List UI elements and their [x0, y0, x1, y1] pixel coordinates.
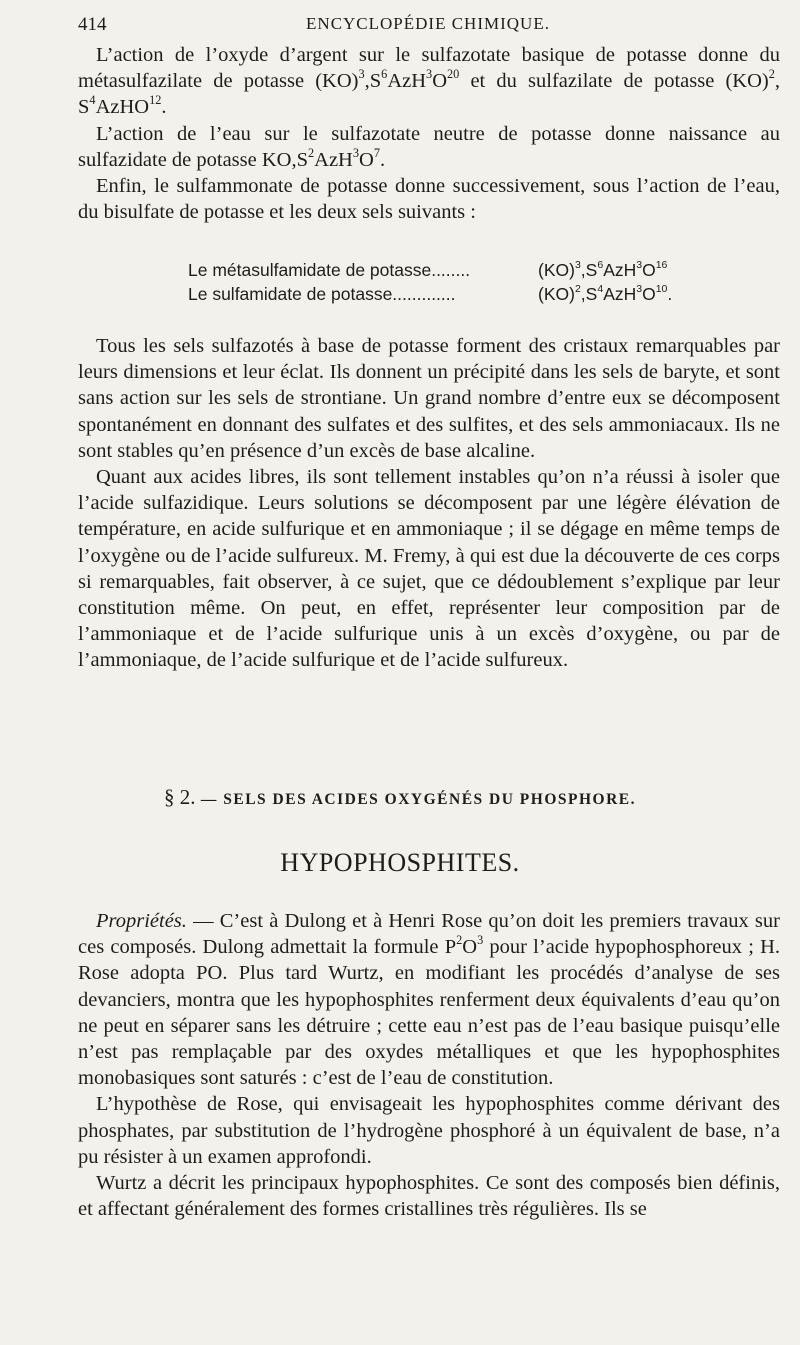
paragraph: Wurtz a décrit les principaux hypophosphites. Ce sont des composés bien définis, et affectant généralement des formes cristallines très régulières. Ils se: [78, 1172, 780, 1221]
page-number: 414: [78, 14, 107, 35]
salt-formula: $(KO)^2,S^4AzH^3O^{10}$.: [538, 283, 673, 304]
chapter-heading: HYPOPHOSPHITES.: [280, 848, 520, 877]
section-title: SELS DES ACIDES OXYGÉNÉS DU PHOSPHORE.: [223, 791, 636, 808]
paragraph: Tous les sels sulfazotés à base de potasse forment des cristaux remarquables par leurs dimensions et leur éclat. Ils donnent un précipité dans les sels de baryte, et sont sans action sur les sels de strontiane. Un grand nombre d’entre eux se décomposent spontanément en donnant des sulfates et des sulfites, et des sels ammoniacaux. Ils ne sont stables qu’en présence d’un excès de base alcaline.: [78, 335, 780, 462]
salt-name: Le sulfamidate de potasse.............: [188, 284, 456, 304]
text-block-sulfazotates: [78, 42, 780, 225]
paragraph: Enfin, le sulfammonate de potasse donne successivement, sous l’action de l’eau, du bisulfate de potasse et les deux sels suivants :: [78, 175, 780, 224]
paragraph: Quant aux acides libres, ils sont tellement instables qu’on n’a réussi à isoler que l’acide sulfazidique. Leurs solutions se décomposent par une légère élévation de température, en acide sulfurique et en ammoniaque ; il se dégage en même temps de l’oxygène ou de l’acide sulfureux. M. Fremy, à qui est due la découverte de ces corps si remarquables, fait observer, à ce sujet, que ce dédoublement s’explique par leur constitution même. On peut, en effet, représenter leur composition par de l’ammoniaque et de l’acide sulfurique unis à un excès d’oxygène, ou par de l’ammoniaque, de l’acide sulfurique et de l’acide sulfureux.: [78, 466, 780, 672]
paragraph-lead: Propriétés.: [96, 910, 187, 932]
text-block-properties: [78, 333, 780, 674]
paragraph: L’hypothèse de Rose, qui envisageait les hypophosphites comme dérivant des phosphates, par substitution de l’hydrogène phosphoré à un équivalent de base, n’a pu résister à un examen approfondi.: [78, 1093, 780, 1168]
salt-row: [188, 258, 672, 282]
salt-name: Le métasulfamidate de potasse........: [188, 260, 471, 280]
salt-row: [188, 282, 672, 306]
paragraph: L’action de l’eau sur le sulfazotate neutre de potasse donne naissance au sulfazidate de potasse $KO,S^2AzH^3O^7$.: [78, 122, 780, 171]
section-heading: [0, 785, 800, 810]
section-number: § 2.: [164, 785, 196, 809]
text-block-hypophosphites: [78, 908, 780, 1222]
salt-formula: $(KO)^3,S^6AzH^3O^{16}$: [538, 259, 668, 280]
paragraph: L’action de l’oxyde d’argent sur le sulfazotate basique de potasse donne du métasulfazilate de potasse $(KO)^3,S^6AzH^3O^{20}$ et du sulfazilate de potasse (KO)$^2$, $S^4AzHO^{12}$.: [78, 44, 780, 119]
salt-list: [188, 258, 672, 306]
running-head: ENCYCLOPÉDIE CHIMIQUE.: [306, 14, 550, 33]
section-dash: —: [195, 791, 224, 808]
page-header: [78, 14, 778, 40]
paragraph: Propriétés. — C’est à Dulong et à Henri Rose qu’on doit les premiers travaux sur ces composés. Dulong admettait la formule $P^2O^3$ pour l’acide hypophosphoreux ; H. Rose adopta PO. Plus tard Wurtz, en modifiant les procédés d’analyse de ses devanciers, montra que les hypophosphites renferment deux équivalents d’eau qu’on ne peut en séparer sans les détruire ; cette eau n’est pas de l’eau basique puisqu’elle n’est pas remplaçable par des oxydes métalliques et que les hypophosphites monobasiques sont saturés : c’est de l’eau de constitution.: [78, 910, 781, 1090]
